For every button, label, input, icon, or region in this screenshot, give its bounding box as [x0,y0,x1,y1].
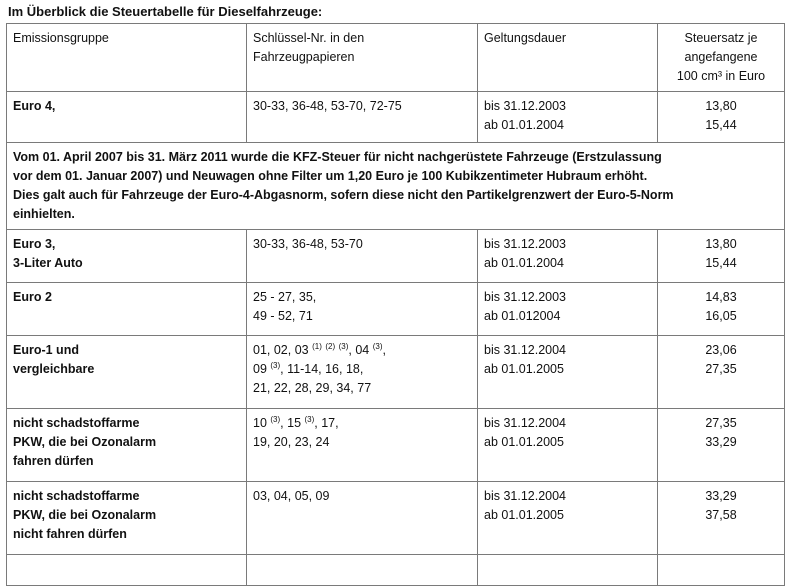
table-row-non-low-emission-banned [7,482,785,555]
cell-rates: 13,80 15,44 [658,92,785,143]
cell-rates: 14,83 16,05 [658,283,785,336]
cell-group: nicht schadstoffarme PKW, die bei Ozonalarm fahren dürfen [7,409,247,482]
cell-validity: bis 31.12.2003 ab 01.01.2004 [478,230,658,283]
cell-validity: bis 31.12.2003 ab 01.012004 [478,283,658,336]
header-validity: Geltungsdauer [478,24,658,92]
cell-rates: 27,35 33,29 [658,409,785,482]
cell-validity: bis 31.12.2004 ab 01.01.2005 [478,336,658,409]
cell-rates: 33,29 37,58 [658,482,785,555]
table-row-euro4 [7,92,785,143]
table-row-non-low-emission-allowed [7,409,785,482]
cell-group: Euro 3, 3-Liter Auto [7,230,247,283]
note-text: Vom 01. April 2007 bis 31. März 2011 wurde die KFZ-Steuer für nicht nachgerüstete Fahrzeuge (Erstzulassung vor dem 01. Januar 2007) und Neuwagen ohne Filter um 1,20 Euro je 100 Kubikzentimeter Hubraum erhöht. Dies galt auch für Fahrzeuge der Euro-4-Abgasnorm, sofern diese nicht den Partikelgrenzwert der Euro-5-Norm einhielten. [7,143,785,230]
cell-rates: 23,06 27,35 [658,336,785,409]
cell-empty [7,555,247,586]
cell-keys: 30-33, 36-48, 53-70 [247,230,478,283]
table-row-euro1 [7,336,785,409]
table-note-row [7,143,785,230]
table-header-row [7,24,785,92]
cell-group: Euro 4, [7,92,247,143]
cell-keys: 01, 02, 03 $^{(1)}$ $^{(2)}$ $^{(3)}$, 04 $^{(3)}$, 09 $^{(3)}$, 11-14, 16, 18, 21, 22, 28, 29, 34, 77 [247,336,478,409]
cell-empty [658,555,785,586]
cell-group: Euro-1 und vergleichbare [7,336,247,409]
cell-empty [478,555,658,586]
table-row-euro3 [7,230,785,283]
cell-group: Euro 2 [7,283,247,336]
table-row-partial [7,555,785,586]
header-emission-group: Emissionsgruppe [7,24,247,92]
page-heading: Im Überblick die Steuertabelle für Dieselfahrzeuge: [8,4,323,19]
table-row-euro2 [7,283,785,336]
cell-keys: 30-33, 36-48, 53-70, 72-75 [247,92,478,143]
cell-validity: bis 31.12.2004 ab 01.01.2005 [478,482,658,555]
cell-keys: 25 - 27, 35, 49 - 52, 71 [247,283,478,336]
cell-validity: bis 31.12.2003 ab 01.01.2004 [478,92,658,143]
cell-group: nicht schadstoffarme PKW, die bei Ozonalarm nicht fahren dürfen [7,482,247,555]
header-tax-rate: Steuersatz je angefangene 100 cm³ in Euro [658,24,785,92]
diesel-tax-table [6,23,785,586]
cell-rates: 13,80 15,44 [658,230,785,283]
header-key-numbers: Schlüssel-Nr. in den Fahrzeugpapieren [247,24,478,92]
cell-keys: 03, 04, 05, 09 [247,482,478,555]
cell-validity: bis 31.12.2004 ab 01.01.2005 [478,409,658,482]
cell-keys: 10 $^{(3)}$, 15 $^{(3)}$, 17, 19, 20, 23, 24 [247,409,478,482]
cell-empty [247,555,478,586]
